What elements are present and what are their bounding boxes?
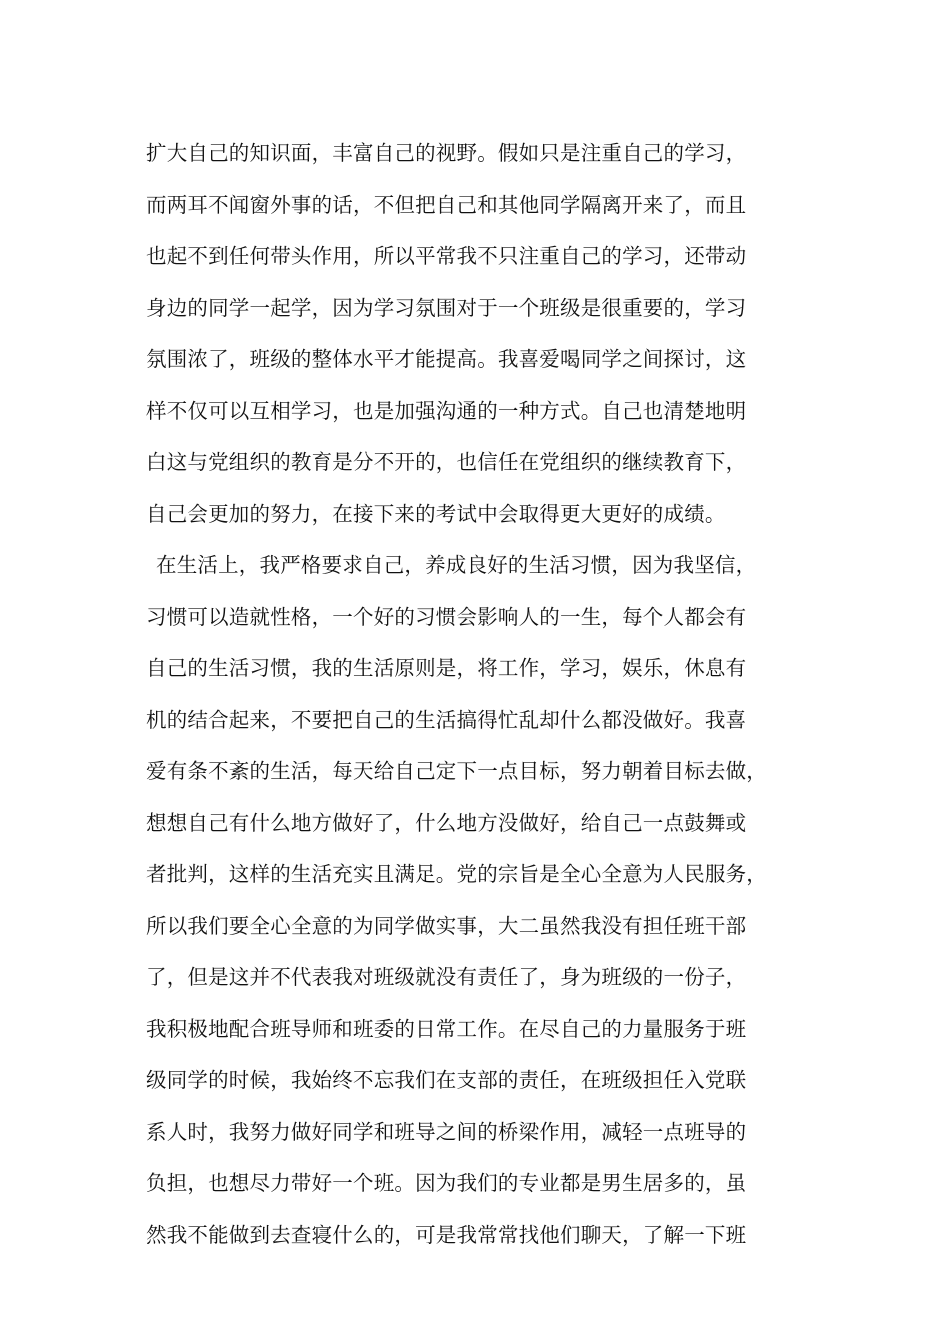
text-line: 而两耳不闻窗外事的话，不但把自己和其他同学隔离开来了，而且	[146, 192, 747, 217]
text-line: 爱有条不紊的生活，每天给自己定下一点目标，努力朝着目标去做，	[146, 759, 767, 783]
text-line: 扩大自己的知识面，丰富自己的视野。假如只是注重自己的学习，	[146, 141, 747, 165]
text-line: 级同学的时候，我始终不忘我们在支部的责任，在班级担任入党联	[146, 1068, 747, 1092]
text-line: 者批判，这样的生活充实且满足。党的宗旨是全心全意为人民服务，	[146, 862, 767, 886]
text-line: 身边的同学一起学，因为学习氛围对于一个班级是很重要的，学习	[146, 295, 747, 320]
text-line: 了，但是这并不代表我对班级就没有责任了，身为班级的一份子，	[146, 965, 747, 989]
text-line: 系人时，我努力做好同学和班导之间的桥梁作用，减轻一点班导的	[146, 1119, 747, 1144]
text-line: 我积极地配合班导师和班委的日常工作。在尽自己的力量服务于班	[146, 1016, 747, 1041]
text-line: 白这与党组织的教育是分不开的，也信任在党组织的继续教育下，	[146, 450, 747, 474]
body-text	[146, 128, 836, 1261]
text-line: 自己的生活习惯，我的生活原则是，将工作，学习，娱乐，休息有	[146, 656, 747, 680]
text-line: 也起不到任何带头作用，所以平常我不只注重自己的学习，还带动	[146, 244, 747, 268]
text-line: 想想自己有什么地方做好了，什么地方没做好，给自己一点鼓舞或	[146, 810, 747, 835]
text-line: 氛围浓了，班级的整体水平才能提高。我喜爱喝同学之间探讨，这	[146, 347, 747, 371]
paragraph-start-line: 在生活上，我严格要求自己，养成良好的生活习惯，因为我坚信，	[156, 553, 757, 577]
text-line: 习惯可以造就性格，一个好的习惯会影响人的一生，每个人都会有	[146, 604, 747, 629]
text-line: 机的结合起来，不要把自己的生活搞得忙乱却什么都没做好。我喜	[146, 707, 747, 732]
text-line: 自己会更加的努力，在接下来的考试中会取得更大更好的成绩。	[146, 501, 726, 526]
text-line: 所以我们要全心全意的为同学做实事，大二虽然我没有担任班干部	[146, 913, 747, 938]
text-line: 样不仅可以互相学习，也是加强沟通的一种方式。自己也清楚地明	[146, 398, 747, 423]
text-line: 然我不能做到去查寝什么的，可是我常常找他们聊天，了解一下班	[146, 1222, 747, 1247]
text-line: 负担，也想尽力带好一个班。因为我们的专业都是男生居多的，虽	[146, 1171, 747, 1195]
